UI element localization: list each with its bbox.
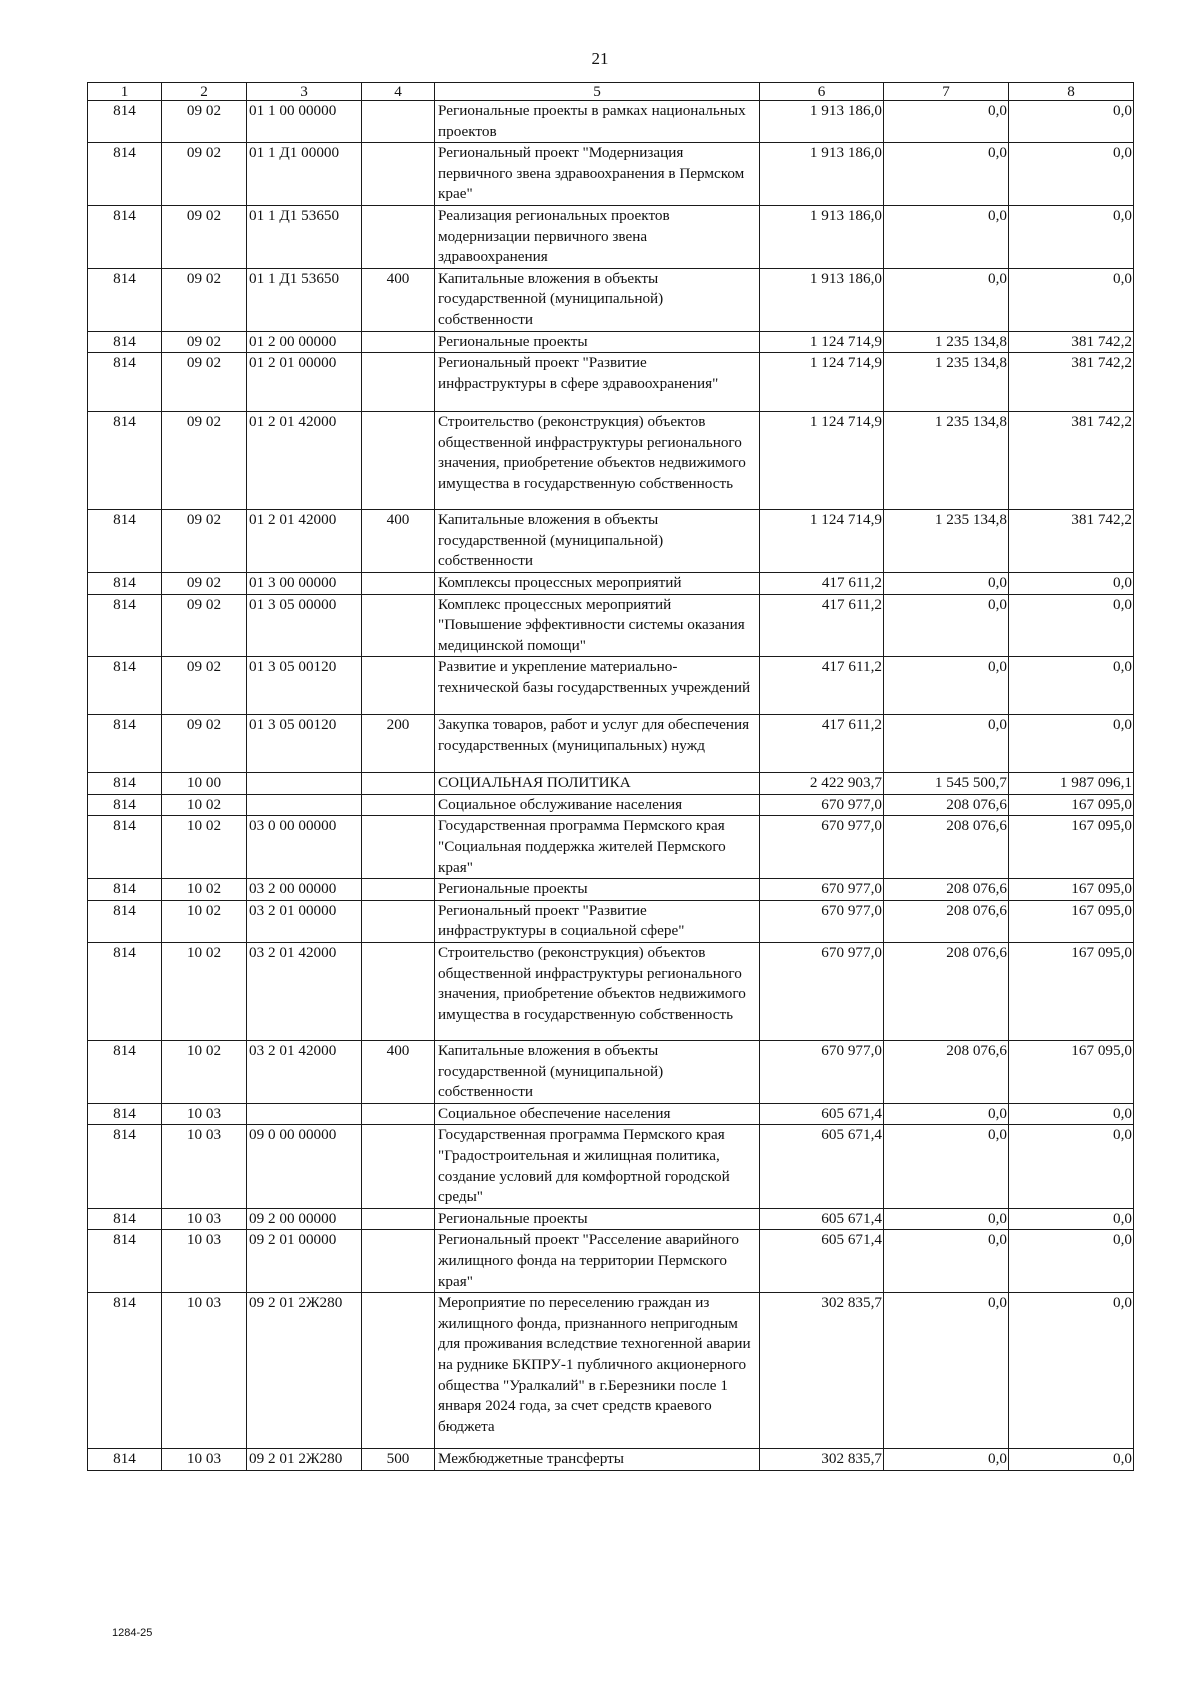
table-row [88, 816, 1134, 879]
cell-section: 09 02 [162, 594, 247, 657]
cell-expense-type [362, 101, 435, 143]
cell-target-item: 03 2 01 42000 [247, 1041, 362, 1104]
cell-amount-col7: 0,0 [884, 1449, 1009, 1471]
cell-amount-col6: 605 671,4 [760, 1125, 884, 1208]
cell-amount-col7: 208 076,6 [884, 879, 1009, 901]
table-row [88, 1230, 1134, 1293]
cell-expense-type: 400 [362, 1041, 435, 1104]
cell-amount-col8: 0,0 [1009, 715, 1134, 773]
cell-department: 814 [88, 1125, 162, 1208]
cell-section: 10 02 [162, 816, 247, 879]
cell-expense-type [362, 879, 435, 901]
cell-amount-col6: 1 124 714,9 [760, 331, 884, 353]
table-row [88, 101, 1134, 143]
cell-amount-col8: 0,0 [1009, 205, 1134, 268]
cell-target-item: 01 2 01 42000 [247, 412, 362, 510]
cell-item-name: Комплексы процессных мероприятий [435, 572, 760, 594]
cell-item-name: Региональный проект "Развитие инфраструктуры в социальной сфере" [435, 900, 760, 942]
cell-item-name: Государственная программа Пермского края "Градостроительная и жилищная политика, создание условий для комфортной городской среды" [435, 1125, 760, 1208]
cell-amount-col6: 605 671,4 [760, 1103, 884, 1125]
cell-department: 814 [88, 412, 162, 510]
cell-target-item [247, 794, 362, 816]
cell-item-name: Строительство (реконструкция) объектов общественной инфраструктуры регионального значения, приобретение объектов недвижимого имущества в государственную собственность [435, 943, 760, 1041]
cell-department: 814 [88, 572, 162, 594]
cell-item-name: Развитие и укрепление материально-технической базы государственных учреждений [435, 657, 760, 715]
cell-target-item: 01 1 00 00000 [247, 101, 362, 143]
cell-target-item: 09 2 01 00000 [247, 1230, 362, 1293]
cell-target-item [247, 1103, 362, 1125]
cell-amount-col6: 670 977,0 [760, 900, 884, 942]
cell-department: 814 [88, 1103, 162, 1125]
cell-amount-col6: 670 977,0 [760, 879, 884, 901]
cell-amount-col6: 1 124 714,9 [760, 353, 884, 412]
cell-section: 09 02 [162, 657, 247, 715]
column-header: 3 [247, 83, 362, 101]
table-row [88, 657, 1134, 715]
cell-department: 814 [88, 1449, 162, 1471]
cell-amount-col7: 1 235 134,8 [884, 353, 1009, 412]
cell-amount-col6: 302 835,7 [760, 1449, 884, 1471]
cell-amount-col6: 1 913 186,0 [760, 101, 884, 143]
cell-item-name: Региональные проекты [435, 331, 760, 353]
table-row [88, 510, 1134, 573]
cell-department: 814 [88, 268, 162, 331]
table-row [88, 900, 1134, 942]
cell-item-name: Региональный проект "Модернизация первичного звена здравоохранения в Пермском крае" [435, 143, 760, 206]
cell-expense-type: 200 [362, 715, 435, 773]
cell-amount-col6: 302 835,7 [760, 1293, 884, 1449]
cell-department: 814 [88, 331, 162, 353]
cell-target-item: 01 1 Д1 53650 [247, 268, 362, 331]
cell-department: 814 [88, 1293, 162, 1449]
cell-expense-type [362, 331, 435, 353]
cell-target-item: 01 3 05 00120 [247, 657, 362, 715]
cell-expense-type [362, 657, 435, 715]
table-row [88, 572, 1134, 594]
cell-section: 09 02 [162, 510, 247, 573]
table-row [88, 1293, 1134, 1449]
cell-amount-col8: 167 095,0 [1009, 900, 1134, 942]
cell-item-name: Региональные проекты в рамках национальных проектов [435, 101, 760, 143]
cell-section: 10 03 [162, 1103, 247, 1125]
cell-amount-col6: 2 422 903,7 [760, 773, 884, 795]
table-row [88, 1208, 1134, 1230]
table-header-row [88, 83, 1134, 101]
cell-amount-col8: 381 742,2 [1009, 353, 1134, 412]
cell-department: 814 [88, 1208, 162, 1230]
cell-amount-col6: 1 913 186,0 [760, 143, 884, 206]
cell-amount-col7: 0,0 [884, 143, 1009, 206]
cell-item-name: Капитальные вложения в объекты государственной (муниципальной) собственности [435, 1041, 760, 1104]
cell-expense-type [362, 1103, 435, 1125]
cell-amount-col7: 0,0 [884, 594, 1009, 657]
table-row [88, 412, 1134, 510]
cell-section: 10 03 [162, 1293, 247, 1449]
cell-expense-type [362, 143, 435, 206]
cell-section: 10 03 [162, 1208, 247, 1230]
cell-item-name: Региональный проект "Развитие инфраструктуры в сфере здравоохранения" [435, 353, 760, 412]
cell-section: 09 02 [162, 268, 247, 331]
cell-section: 10 02 [162, 943, 247, 1041]
cell-target-item: 09 2 01 2Ж280 [247, 1449, 362, 1471]
cell-amount-col8: 381 742,2 [1009, 412, 1134, 510]
cell-expense-type [362, 412, 435, 510]
cell-department: 814 [88, 101, 162, 143]
cell-expense-type: 400 [362, 268, 435, 331]
cell-section: 10 03 [162, 1449, 247, 1471]
cell-amount-col7: 1 235 134,8 [884, 510, 1009, 573]
cell-target-item: 01 2 00 00000 [247, 331, 362, 353]
cell-amount-col8: 0,0 [1009, 1230, 1134, 1293]
cell-amount-col7: 0,0 [884, 1103, 1009, 1125]
cell-item-name: Строительство (реконструкция) объектов общественной инфраструктуры регионального значения, приобретение объектов недвижимого имущества в государственную собственность [435, 412, 760, 510]
cell-amount-col8: 0,0 [1009, 268, 1134, 331]
cell-amount-col8: 0,0 [1009, 572, 1134, 594]
cell-amount-col6: 1 124 714,9 [760, 412, 884, 510]
cell-amount-col7: 1 235 134,8 [884, 412, 1009, 510]
cell-section: 09 02 [162, 412, 247, 510]
cell-department: 814 [88, 143, 162, 206]
cell-amount-col7: 0,0 [884, 205, 1009, 268]
cell-amount-col6: 670 977,0 [760, 1041, 884, 1104]
page-number: 21 [591, 49, 609, 68]
column-header: 8 [1009, 83, 1134, 101]
cell-amount-col8: 0,0 [1009, 594, 1134, 657]
cell-expense-type: 400 [362, 510, 435, 573]
table-row [88, 1125, 1134, 1208]
cell-amount-col7: 208 076,6 [884, 816, 1009, 879]
cell-amount-col7: 0,0 [884, 1125, 1009, 1208]
cell-target-item: 01 2 01 00000 [247, 353, 362, 412]
cell-amount-col8: 0,0 [1009, 1293, 1134, 1449]
table-row [88, 773, 1134, 795]
cell-amount-col8: 167 095,0 [1009, 943, 1134, 1041]
cell-amount-col6: 670 977,0 [760, 794, 884, 816]
table-row [88, 1041, 1134, 1104]
cell-section: 10 02 [162, 900, 247, 942]
cell-amount-col7: 0,0 [884, 1208, 1009, 1230]
cell-target-item [247, 773, 362, 795]
cell-section: 09 02 [162, 143, 247, 206]
cell-amount-col8: 0,0 [1009, 1103, 1134, 1125]
column-header: 7 [884, 83, 1009, 101]
cell-target-item: 03 2 00 00000 [247, 879, 362, 901]
cell-amount-col8: 0,0 [1009, 657, 1134, 715]
cell-target-item: 09 0 00 00000 [247, 1125, 362, 1208]
cell-department: 814 [88, 1041, 162, 1104]
cell-amount-col7: 208 076,6 [884, 900, 1009, 942]
column-header: 5 [435, 83, 760, 101]
table-row [88, 794, 1134, 816]
cell-item-name: Социальное обслуживание населения [435, 794, 760, 816]
cell-department: 814 [88, 879, 162, 901]
cell-department: 814 [88, 510, 162, 573]
cell-target-item: 09 2 00 00000 [247, 1208, 362, 1230]
cell-amount-col6: 1 124 714,9 [760, 510, 884, 573]
cell-expense-type [362, 1230, 435, 1293]
cell-item-name: Мероприятие по переселению граждан из жилищного фонда, признанного непригодным для проживания вследствие техногенной аварии на руднике БКПРУ-1 публичного акционерного общества "Уралкалий" в г.Березники после 1 января 2024 года, за счет средств краевого бюджета [435, 1293, 760, 1449]
cell-item-name: Региональные проекты [435, 1208, 760, 1230]
cell-expense-type [362, 1125, 435, 1208]
cell-item-name: Капитальные вложения в объекты государственной (муниципальной) собственности [435, 268, 760, 331]
cell-expense-type [362, 1293, 435, 1449]
cell-expense-type [362, 1208, 435, 1230]
column-header: 2 [162, 83, 247, 101]
cell-expense-type [362, 205, 435, 268]
cell-item-name: Комплекс процессных мероприятий "Повышение эффективности системы оказания медицинской помощи" [435, 594, 760, 657]
cell-target-item: 01 3 05 00120 [247, 715, 362, 773]
cell-amount-col7: 1 235 134,8 [884, 331, 1009, 353]
cell-section: 09 02 [162, 205, 247, 268]
table-row [88, 268, 1134, 331]
cell-amount-col7: 208 076,6 [884, 943, 1009, 1041]
table-row [88, 879, 1134, 901]
cell-section: 09 02 [162, 331, 247, 353]
cell-target-item: 03 2 01 00000 [247, 900, 362, 942]
cell-amount-col8: 167 095,0 [1009, 879, 1134, 901]
cell-expense-type [362, 816, 435, 879]
cell-target-item: 09 2 01 2Ж280 [247, 1293, 362, 1449]
cell-department: 814 [88, 715, 162, 773]
cell-amount-col7: 0,0 [884, 101, 1009, 143]
table-row [88, 943, 1134, 1041]
cell-section: 10 03 [162, 1125, 247, 1208]
cell-department: 814 [88, 816, 162, 879]
cell-amount-col8: 0,0 [1009, 1125, 1134, 1208]
cell-department: 814 [88, 794, 162, 816]
cell-item-name: СОЦИАЛЬНАЯ ПОЛИТИКА [435, 773, 760, 795]
cell-amount-col8: 167 095,0 [1009, 794, 1134, 816]
cell-section: 10 00 [162, 773, 247, 795]
column-header: 1 [88, 83, 162, 101]
cell-department: 814 [88, 594, 162, 657]
document-code: 1284-25 [112, 1627, 153, 1639]
cell-department: 814 [88, 353, 162, 412]
cell-section: 09 02 [162, 572, 247, 594]
table-row [88, 1103, 1134, 1125]
cell-section: 10 02 [162, 1041, 247, 1104]
cell-item-name: Капитальные вложения в объекты государственной (муниципальной) собственности [435, 510, 760, 573]
cell-section: 10 02 [162, 794, 247, 816]
cell-amount-col7: 0,0 [884, 572, 1009, 594]
cell-expense-type [362, 594, 435, 657]
cell-amount-col8: 1 987 096,1 [1009, 773, 1134, 795]
cell-amount-col8: 167 095,0 [1009, 1041, 1134, 1104]
cell-amount-col8: 0,0 [1009, 143, 1134, 206]
cell-expense-type: 500 [362, 1449, 435, 1471]
cell-amount-col6: 670 977,0 [760, 816, 884, 879]
column-header: 6 [760, 83, 884, 101]
cell-amount-col6: 670 977,0 [760, 943, 884, 1041]
cell-expense-type [362, 773, 435, 795]
cell-amount-col8: 0,0 [1009, 1208, 1134, 1230]
cell-amount-col6: 605 671,4 [760, 1230, 884, 1293]
cell-expense-type [362, 353, 435, 412]
cell-amount-col7: 1 545 500,7 [884, 773, 1009, 795]
cell-department: 814 [88, 1230, 162, 1293]
cell-department: 814 [88, 773, 162, 795]
cell-amount-col6: 417 611,2 [760, 715, 884, 773]
cell-target-item: 01 2 01 42000 [247, 510, 362, 573]
cell-target-item: 03 0 00 00000 [247, 816, 362, 879]
cell-amount-col8: 0,0 [1009, 1449, 1134, 1471]
cell-amount-col6: 417 611,2 [760, 572, 884, 594]
cell-target-item: 01 3 05 00000 [247, 594, 362, 657]
cell-amount-col7: 0,0 [884, 657, 1009, 715]
column-header: 4 [362, 83, 435, 101]
cell-target-item: 01 1 Д1 00000 [247, 143, 362, 206]
table-row [88, 594, 1134, 657]
cell-amount-col7: 208 076,6 [884, 794, 1009, 816]
cell-item-name: Социальное обеспечение населения [435, 1103, 760, 1125]
cell-item-name: Региональный проект "Расселение аварийного жилищного фонда на территории Пермского края" [435, 1230, 760, 1293]
cell-amount-col6: 1 913 186,0 [760, 268, 884, 331]
cell-item-name: Государственная программа Пермского края "Социальная поддержка жителей Пермского края" [435, 816, 760, 879]
cell-amount-col8: 0,0 [1009, 101, 1134, 143]
cell-amount-col6: 417 611,2 [760, 657, 884, 715]
table-row [88, 205, 1134, 268]
cell-section: 09 02 [162, 715, 247, 773]
cell-item-name: Закупка товаров, работ и услуг для обеспечения государственных (муниципальных) нужд [435, 715, 760, 773]
budget-table [87, 82, 1134, 1471]
cell-department: 814 [88, 657, 162, 715]
cell-amount-col7: 0,0 [884, 268, 1009, 331]
cell-amount-col6: 417 611,2 [760, 594, 884, 657]
cell-department: 814 [88, 205, 162, 268]
cell-amount-col6: 605 671,4 [760, 1208, 884, 1230]
cell-section: 09 02 [162, 101, 247, 143]
table-row [88, 143, 1134, 206]
cell-amount-col6: 1 913 186,0 [760, 205, 884, 268]
cell-section: 10 02 [162, 879, 247, 901]
cell-expense-type [362, 900, 435, 942]
cell-section: 09 02 [162, 353, 247, 412]
cell-target-item: 01 1 Д1 53650 [247, 205, 362, 268]
cell-section: 10 03 [162, 1230, 247, 1293]
cell-amount-col7: 0,0 [884, 715, 1009, 773]
cell-expense-type [362, 572, 435, 594]
table-row [88, 715, 1134, 773]
cell-amount-col8: 381 742,2 [1009, 510, 1134, 573]
cell-amount-col7: 208 076,6 [884, 1041, 1009, 1104]
cell-expense-type [362, 794, 435, 816]
cell-amount-col7: 0,0 [884, 1230, 1009, 1293]
cell-amount-col7: 0,0 [884, 1293, 1009, 1449]
cell-item-name: Реализация региональных проектов модернизации первичного звена здравоохранения [435, 205, 760, 268]
cell-target-item: 03 2 01 42000 [247, 943, 362, 1041]
cell-item-name: Региональные проекты [435, 879, 760, 901]
cell-department: 814 [88, 943, 162, 1041]
table-row [88, 331, 1134, 353]
table-row [88, 1449, 1134, 1471]
cell-target-item: 01 3 00 00000 [247, 572, 362, 594]
cell-expense-type [362, 943, 435, 1041]
cell-amount-col8: 167 095,0 [1009, 816, 1134, 879]
cell-amount-col8: 381 742,2 [1009, 331, 1134, 353]
cell-item-name: Межбюджетные трансферты [435, 1449, 760, 1471]
table-row [88, 353, 1134, 412]
cell-department: 814 [88, 900, 162, 942]
